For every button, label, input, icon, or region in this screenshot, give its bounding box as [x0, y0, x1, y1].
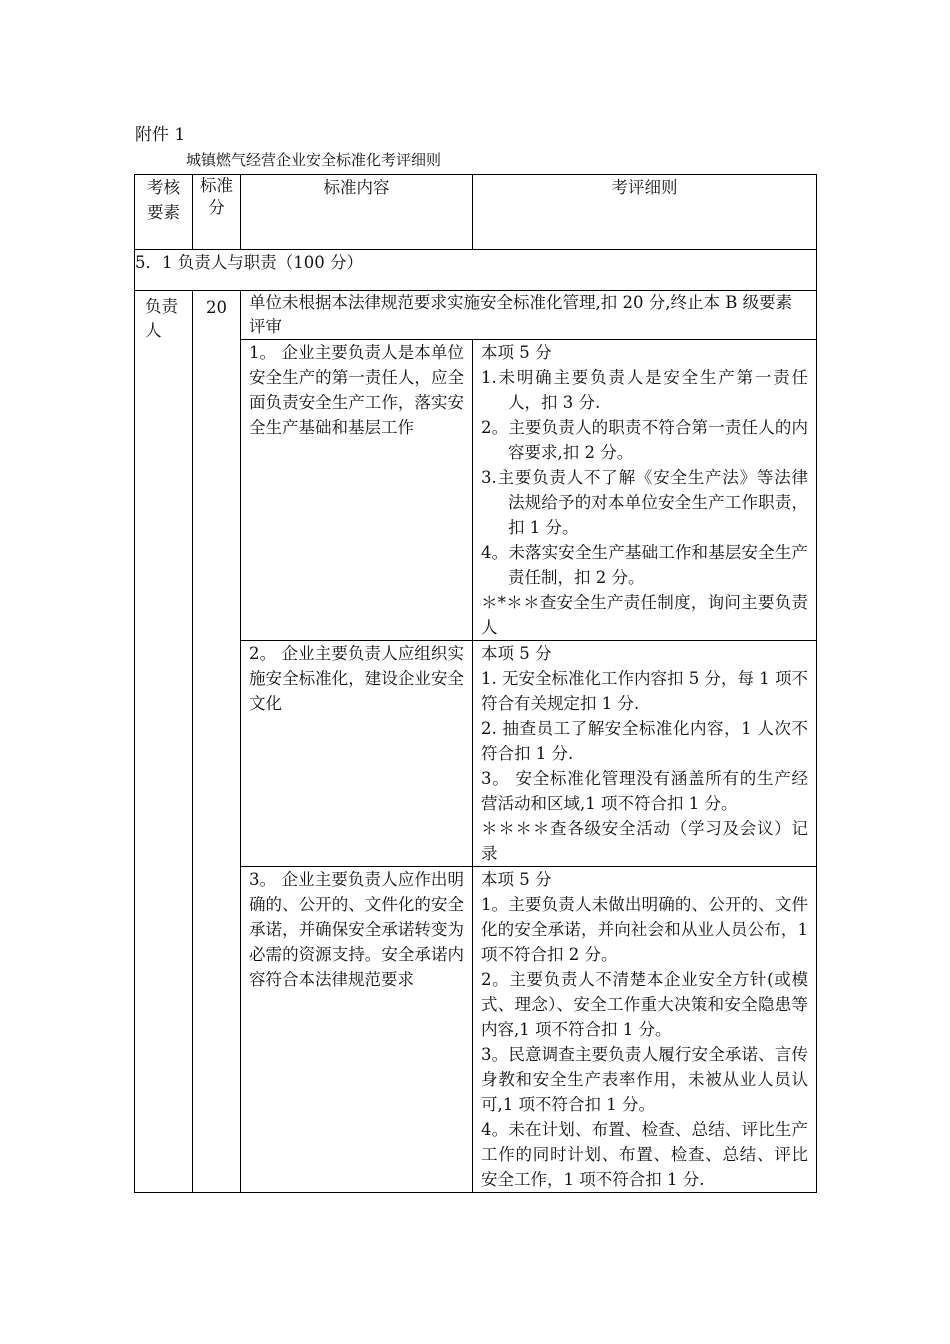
- standard-cell: 2。 企业主要负责人应组织实施安全标准化，建设企业安全文化: [241, 641, 473, 867]
- criteria-line: 3。民意调查主要负责人履行安全承诺、言传身教和安全生产表率作用，未被从业人员认可,1 项不符合扣 1 分。: [481, 1045, 808, 1114]
- header-score: 标准分: [193, 175, 241, 250]
- summary-cell: 单位未根据本法律规范要求实施安全标准化管理,扣 20 分,终止本 B 级要素评审: [241, 291, 817, 340]
- criteria-line: ＊＊＊＊查各级安全活动（学习及会议）记录: [481, 819, 808, 863]
- criteria-line: 1. 无安全标准化工作内容扣 5 分，每 1 项不符合有关规定扣 1 分.: [481, 669, 808, 713]
- table-row: [135, 291, 817, 340]
- criteria-cell: [473, 340, 817, 641]
- criteria-line: 4。未在计划、布置、检查、总结、评比生产工作的同时计划、布置、检查、总结、评比安全工作，1 项不符合扣 1 分.: [481, 1120, 808, 1189]
- criteria-line: 2. 抽查员工了解安全标准化内容，1 人次不符合扣 1 分.: [481, 719, 808, 763]
- attachment-label: 附件 1: [135, 125, 186, 145]
- header-criteria: 考评细则: [473, 175, 817, 250]
- section-title: 5．1 负责人与职责（100 分）: [135, 250, 817, 291]
- criteria-cell: [473, 867, 817, 1193]
- header-element: 考核要素: [135, 175, 193, 250]
- criteria-line: 1.未明确主要负责人是安全生产第一责任人，扣 3 分.: [481, 368, 808, 412]
- standard-cell: 1。 企业主要负责人是本单位安全生产的第一责任人，应全面负责安全生产工作，落实安全生产基础和基层工作: [241, 340, 473, 641]
- criteria-line: 本项 5 分: [481, 870, 552, 889]
- table-header-row: [135, 175, 817, 250]
- header-content: 标准内容: [241, 175, 473, 250]
- standard-cell: 3。 企业主要负责人应作出明确的、公开的、文件化的安全承诺，并确保安全承诺转变为必需的资源支持。安全承诺内容符合本法律规范要求: [241, 867, 473, 1193]
- criteria-cell: [473, 641, 817, 867]
- criteria-line: 本项 5 分: [481, 343, 552, 362]
- section-row: [135, 250, 817, 291]
- criteria-line: 3.主要负责人不了解《安全生产法》等法律法规给予的对本单位安全生产工作职责，扣 1 分。: [481, 468, 808, 537]
- criteria-line: 4。未落实安全生产基础工作和基层安全生产责任制，扣 2 分。: [481, 543, 808, 587]
- score-cell: 20: [193, 291, 241, 1193]
- document-title: 城镇燃气经营企业安全标准化考评细则: [186, 151, 442, 169]
- criteria-line: 3。 安全标准化管理没有涵盖所有的生产经营活动和区域,1 项不符合扣 1 分。: [481, 769, 808, 813]
- criteria-line: 本项 5 分: [481, 644, 552, 663]
- criteria-line: 2。主要负责人不清楚本企业安全方针(或模式、理念）、安全工作重大决策和安全隐患等内容,1 项不符合扣 1 分。: [481, 970, 808, 1039]
- element-cell: 负责人: [135, 291, 193, 1193]
- evaluation-table: [134, 174, 817, 1193]
- criteria-line: 1。主要负责人未做出明确的、公开的、文件化的安全承诺，并向社会和从业人员公布，1 项不符合扣 2 分。: [481, 895, 808, 964]
- criteria-line: 2。主要负责人的职责不符合第一责任人的内容要求,扣 2 分。: [481, 418, 808, 462]
- criteria-line: ＊*＊＊查安全生产责任制度，询问主要负责人: [481, 593, 808, 637]
